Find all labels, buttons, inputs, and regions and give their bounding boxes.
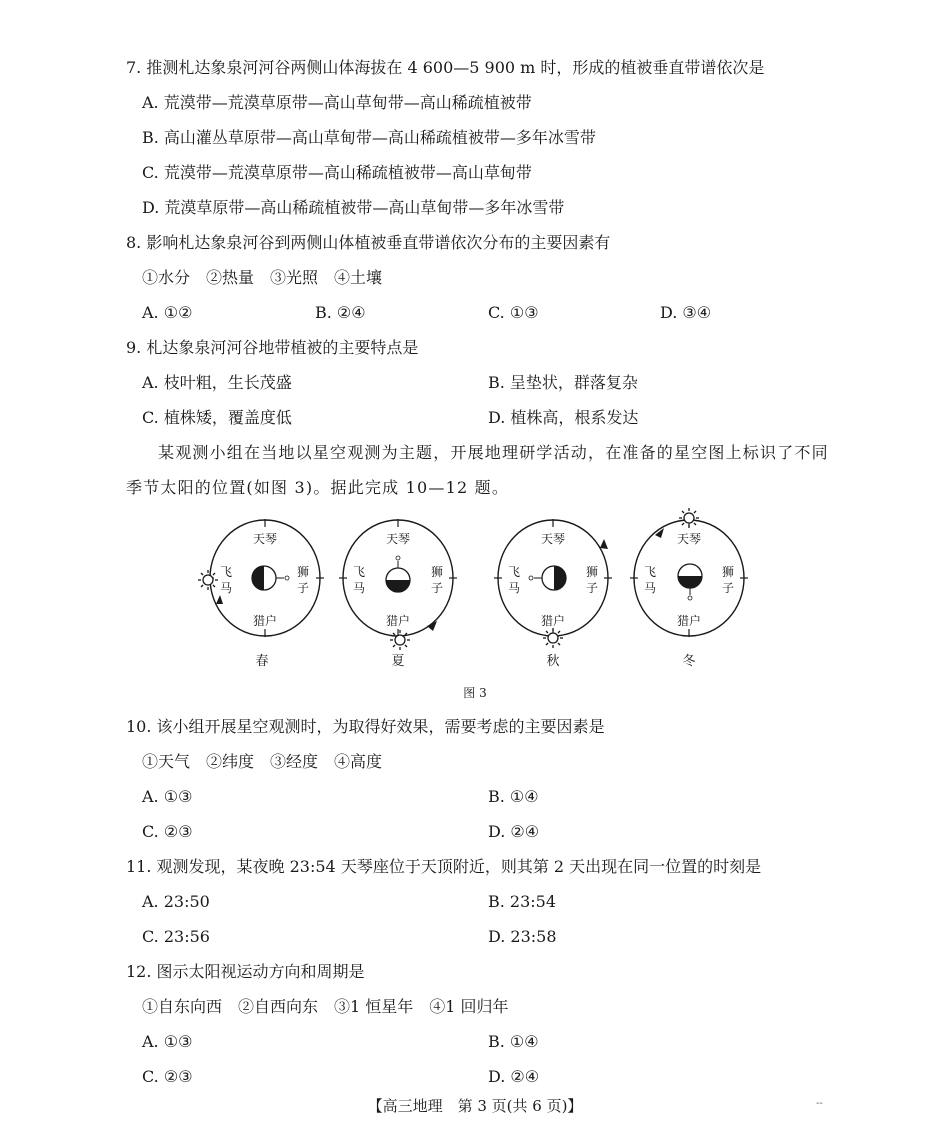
q9-option-d: D. 植株高，根系发达: [488, 408, 639, 427]
q11-option-b: B. 23:54: [488, 892, 557, 911]
q8-option-b: B. ②④: [315, 303, 366, 322]
q10-option-c: C. ②③: [142, 822, 193, 841]
q8-stem: 8. 影响札达象泉河谷到两侧山体植被垂直带谱依次分布的主要因素有: [126, 233, 611, 252]
label-pegasus-2: 马: [643, 581, 657, 595]
q10-items: ①天气 ②纬度 ③经度 ④高度: [142, 752, 383, 771]
sun-icon: [543, 628, 563, 648]
earth-icon: [386, 556, 410, 592]
figure-3-star-charts: [0, 500, 950, 680]
q8-option-a: A. ①②: [142, 303, 193, 322]
q12-option-c: C. ②③: [142, 1067, 193, 1086]
season-label-summer: 夏: [391, 654, 405, 669]
label-orion: 猎户: [540, 614, 566, 628]
diagram-summer: [339, 519, 457, 669]
q7-option-a: A. 荒漠带—荒漠草原带—高山草甸带—高山稀疏植被带: [142, 93, 532, 112]
diagram-autumn: [494, 519, 612, 669]
label-pegasus-2: 马: [507, 581, 521, 595]
page-footer: 【高三地理 第 3 页(共 6 页)】: [367, 1097, 583, 1115]
label-leo-2: 子: [585, 581, 599, 595]
label-leo-2: 子: [430, 581, 444, 595]
q10-option-d: D. ②④: [488, 822, 540, 841]
intro-line-1: 某观测小组在当地以星空观测为主题，开展地理研学活动，在准备的星空图上标识了不同: [158, 443, 829, 462]
diagram-winter: [630, 508, 748, 669]
label-pegasus-2: 马: [219, 581, 233, 595]
q11-option-c: C. 23:56: [142, 927, 210, 946]
label-pegasus-2: 马: [352, 581, 366, 595]
q8-option-d: D. ③④: [660, 303, 712, 322]
label-pegasus-1: 飞: [352, 565, 366, 579]
label-leo-2: 子: [721, 581, 735, 595]
q12-option-d: D. ②④: [488, 1067, 540, 1086]
sun-icon: [390, 630, 410, 650]
label-orion: 猎户: [252, 614, 278, 628]
q12-stem: 12. 图示太阳视运动方向和周期是: [126, 962, 365, 981]
q11-option-a: A. 23:50: [142, 892, 210, 911]
intro-line-2: 季节太阳的位置(如图 3)。据此完成 10—12 题。: [126, 478, 510, 497]
q7-stem: 7. 推测札达象泉河河谷两侧山体海拔在 4 600—5 900 m 时，形成的植被垂直带谱依次是: [126, 58, 765, 77]
sun-icon: [679, 508, 699, 528]
q9-stem: 9. 札达象泉河河谷地带植被的主要特点是: [126, 338, 419, 357]
season-label-winter: 冬: [682, 654, 696, 669]
q7-option-d: D. 荒漠草原带—高山稀疏植被带—高山草甸带—多年冰雪带: [142, 198, 565, 217]
label-pegasus-1: 飞: [507, 565, 521, 579]
season-label-autumn: 秋: [546, 654, 560, 669]
q10-option-a: A. ①③: [142, 787, 193, 806]
label-leo-1: 狮: [430, 565, 444, 579]
earth-icon: [252, 566, 289, 590]
q9-option-b: B. 呈垫状，群落复杂: [488, 373, 638, 392]
earth-icon: [678, 564, 702, 600]
q9-option-c: C. 植株矮，覆盖度低: [142, 408, 292, 427]
label-pegasus-1: 飞: [219, 565, 233, 579]
q8-option-c: C. ①③: [488, 303, 539, 322]
label-orion: 猎户: [385, 614, 411, 628]
q9-option-a: A. 枝叶粗，生长茂盛: [142, 373, 292, 392]
label-lyra: 天琴: [252, 532, 278, 546]
q8-items: ①水分 ②热量 ③光照 ④土壤: [142, 268, 383, 287]
q11-option-d: D. 23:58: [488, 927, 557, 946]
q12-items: ①自东向西 ②自西向东 ③1 恒星年 ④1 回归年: [142, 997, 509, 1016]
label-orion: 猎户: [676, 614, 702, 628]
label-leo-1: 狮: [296, 565, 310, 579]
earth-icon: [529, 566, 566, 590]
label-pegasus-1: 飞: [643, 565, 657, 579]
sun-icon: [198, 570, 218, 590]
arrow-icon: [600, 539, 608, 549]
figure-caption: 图 3: [463, 686, 487, 700]
season-label-spring: 春: [255, 654, 269, 669]
label-lyra: 天琴: [676, 532, 702, 546]
q11-stem: 11. 观测发现，某夜晚 23:54 天琴座位于天顶附近，则其第 2 天出现在同一位置的时刻是: [126, 857, 762, 876]
q10-stem: 10. 该小组开展星空观测时，为取得好效果，需要考虑的主要因素是: [126, 717, 605, 736]
label-lyra: 天琴: [385, 532, 411, 546]
q7-option-c: C. 荒漠带—荒漠草原带—高山稀疏植被带—高山草甸带: [142, 163, 532, 182]
q12-option-a: A. ①③: [142, 1032, 193, 1051]
q10-option-b: B. ①④: [488, 787, 539, 806]
diagram-spring: [198, 519, 324, 669]
corner-mark: --: [816, 1098, 823, 1109]
label-lyra: 天琴: [540, 532, 566, 546]
label-leo-1: 狮: [585, 565, 599, 579]
q12-option-b: B. ①④: [488, 1032, 539, 1051]
label-leo-2: 子: [296, 581, 310, 595]
arrow-icon: [427, 621, 437, 631]
arrow-icon: [216, 595, 223, 604]
q7-option-b: B. 高山灌丛草原带—高山草甸带—高山稀疏植被带—多年冰雪带: [142, 128, 596, 147]
label-leo-1: 狮: [721, 565, 735, 579]
